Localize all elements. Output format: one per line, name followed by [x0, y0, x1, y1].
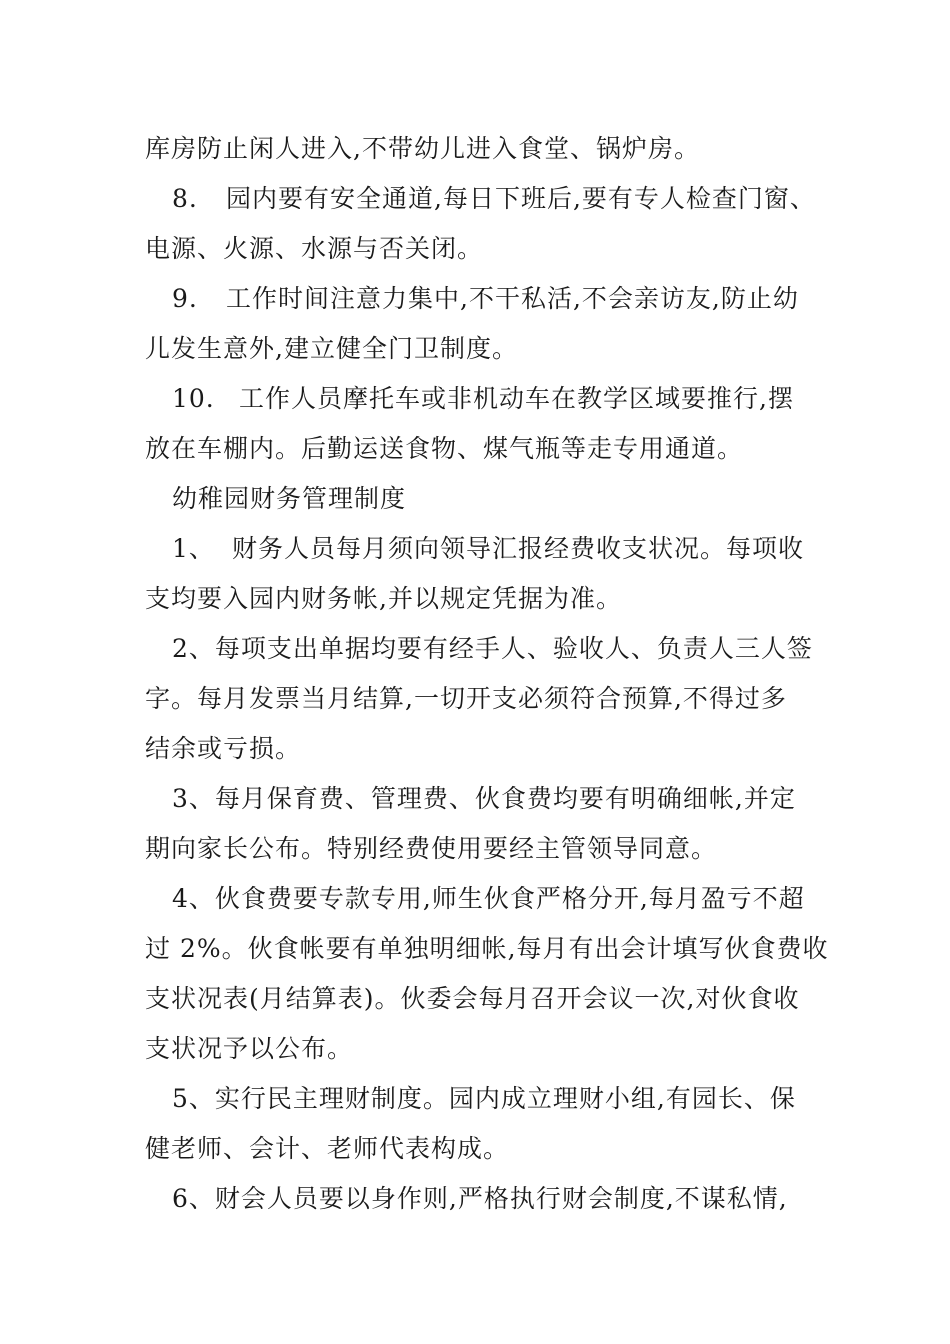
line-text: 电源、火源、水源与否关闭。	[145, 234, 484, 263]
heading-text: 幼稚园财务管理制度	[172, 484, 407, 513]
line-text: 健老师、会计、老师代表构成。	[145, 1134, 510, 1163]
line-text: 结余或亏损。	[145, 734, 302, 763]
line-text: 6、财会人员要以身作则,严格执行财会制度,不谋私情,	[172, 1184, 788, 1213]
numbered-item-9	[172, 284, 799, 314]
line-text: 放在车棚内。后勤运送食物、煤气瓶等走专用通道。	[145, 434, 744, 463]
text-line	[145, 684, 787, 714]
line-text: 支状况表(月结算表)。伙委会每月召开会议一次,对伙食收	[145, 984, 800, 1013]
item-number: 10.	[172, 384, 215, 413]
numbered-item-1	[172, 534, 804, 564]
line-text: 5、实行民主理财制度。园内成立理财小组,有园长、保	[172, 1084, 796, 1113]
line-text: 期向家长公布。特别经费使用要经主管领导同意。	[145, 834, 718, 863]
text-line	[145, 834, 717, 864]
item-number: 9.	[172, 284, 198, 313]
numbered-item-4	[172, 884, 805, 914]
line-text: 库房防止闲人进入,不带幼儿进入食堂、锅炉房。	[145, 134, 700, 163]
text-line	[145, 1134, 509, 1164]
numbered-item-6	[172, 1184, 788, 1214]
line-text: 工作时间注意力集中,不干私活,不会亲访友,防止幼	[226, 284, 799, 313]
text-line	[145, 584, 622, 614]
numbered-item-8	[172, 184, 816, 214]
line-text: 支状况予以公布。	[145, 1034, 354, 1063]
text-line	[145, 934, 829, 964]
line-text: 支均要入园内财务帐,并以规定凭据为准。	[145, 584, 622, 613]
text-line	[145, 984, 799, 1014]
line-text: 过 2%。伙食帐要有单独明细帐,每月有出会计填写伙食费收	[145, 934, 829, 963]
line-text: 财务人员每月须向领导汇报经费收支状况。每项收	[232, 534, 805, 563]
line-text: 3、每月保育费、管理费、伙食费均要有明确细帐,并定	[172, 784, 796, 813]
item-number: 8.	[172, 184, 198, 213]
text-line	[145, 734, 301, 764]
numbered-item-3	[172, 784, 796, 814]
line-text: 工作人员摩托车或非机动车在教学区域要推行,摆	[239, 384, 794, 413]
line-text: 4、伙食费要专款专用,师生伙食严格分开,每月盈亏不超	[172, 884, 805, 913]
numbered-item-2	[172, 634, 813, 664]
text-line	[145, 134, 700, 164]
section-heading	[172, 484, 406, 514]
line-text: 园内要有安全通道,每日下班后,要有专人检查门窗、	[226, 184, 816, 213]
numbered-item-10	[172, 384, 794, 414]
line-text: 儿发生意外,建立健全门卫制度。	[145, 334, 518, 363]
text-line	[145, 234, 483, 264]
text-line	[145, 334, 518, 364]
item-number: 1、	[172, 534, 215, 563]
line-text: 字。每月发票当月结算,一切开支必须符合预算,不得过多	[145, 684, 787, 713]
line-text: 2、每项支出单据均要有经手人、验收人、负责人三人签	[172, 634, 813, 663]
text-line	[145, 1034, 353, 1064]
numbered-item-5	[172, 1084, 796, 1114]
text-line	[145, 434, 743, 464]
